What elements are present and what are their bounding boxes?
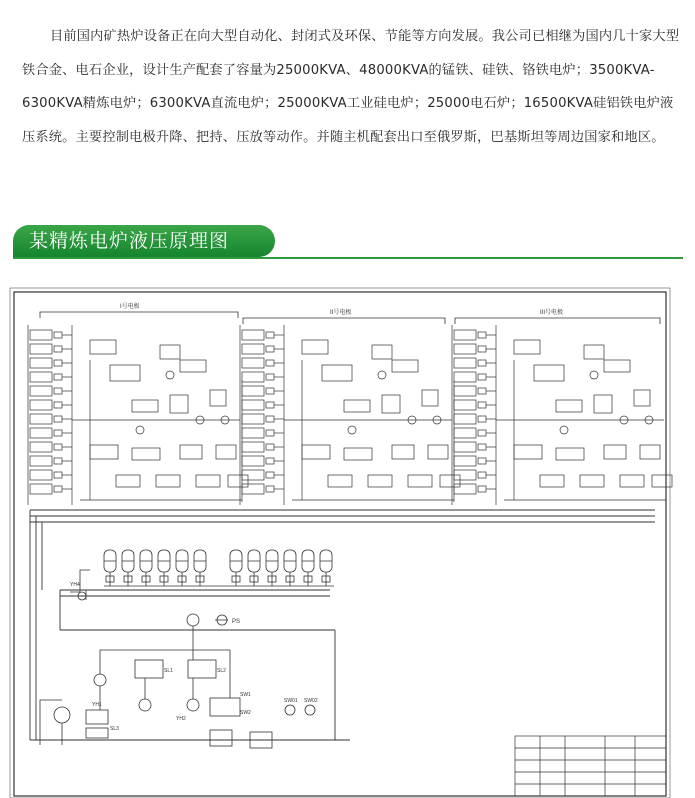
- section-divider: [13, 257, 683, 259]
- hydraulic-schematic: [0, 270, 695, 798]
- label-sw01: SW01: [284, 698, 298, 704]
- group-label-2: II号电极: [330, 310, 352, 316]
- section-title: 某精炼电炉液压原理图: [13, 225, 275, 257]
- valve-group-1: [28, 325, 248, 505]
- valve-group-3: [452, 325, 672, 505]
- label-yh1: YH1: [92, 702, 102, 708]
- label-sw1: SW1: [240, 692, 251, 698]
- label-sw2: SW2: [240, 710, 251, 716]
- label-yh4: YH4: [70, 582, 80, 588]
- valve-groups: [28, 325, 672, 505]
- main-pipelines: [30, 510, 655, 740]
- label-ps: PS: [232, 619, 241, 625]
- label-sl3: SL3: [110, 726, 119, 732]
- label-yh2: YH2: [176, 716, 186, 722]
- label-sl2: SL2: [217, 668, 226, 674]
- label-sw02: SW02: [304, 698, 318, 704]
- accumulator-bank: [70, 550, 334, 600]
- valve-group-2: [240, 325, 460, 505]
- label-sl1: SL1: [164, 668, 173, 674]
- group-label-3: III号电极: [540, 310, 564, 316]
- group-label-1: I号电极: [120, 304, 140, 310]
- intro-paragraph: 目前国内矿热炉设备正在向大型自动化、封闭式及环保、节能等方向发展。我公司已相继为国内几十家大型铁合金、电石企业，设计生产配套了容量为25000KVA、48000KVA的锰铁、硅铁、铬铁电炉；3500KVA-6300KVA精炼电炉；6300KVA直流电炉；25000KVA工业硅电炉；25000电石炉；16500KVA硅铝铁电炉液压系统。主要控制电极升降、把持、压放等动作。并随主机配套出口至俄罗斯，巴基斯坦等周边国家和地区。: [22, 29, 680, 145]
- title-block: [515, 736, 666, 796]
- pump-station: [40, 590, 315, 748]
- drawing-border: [14, 292, 666, 796]
